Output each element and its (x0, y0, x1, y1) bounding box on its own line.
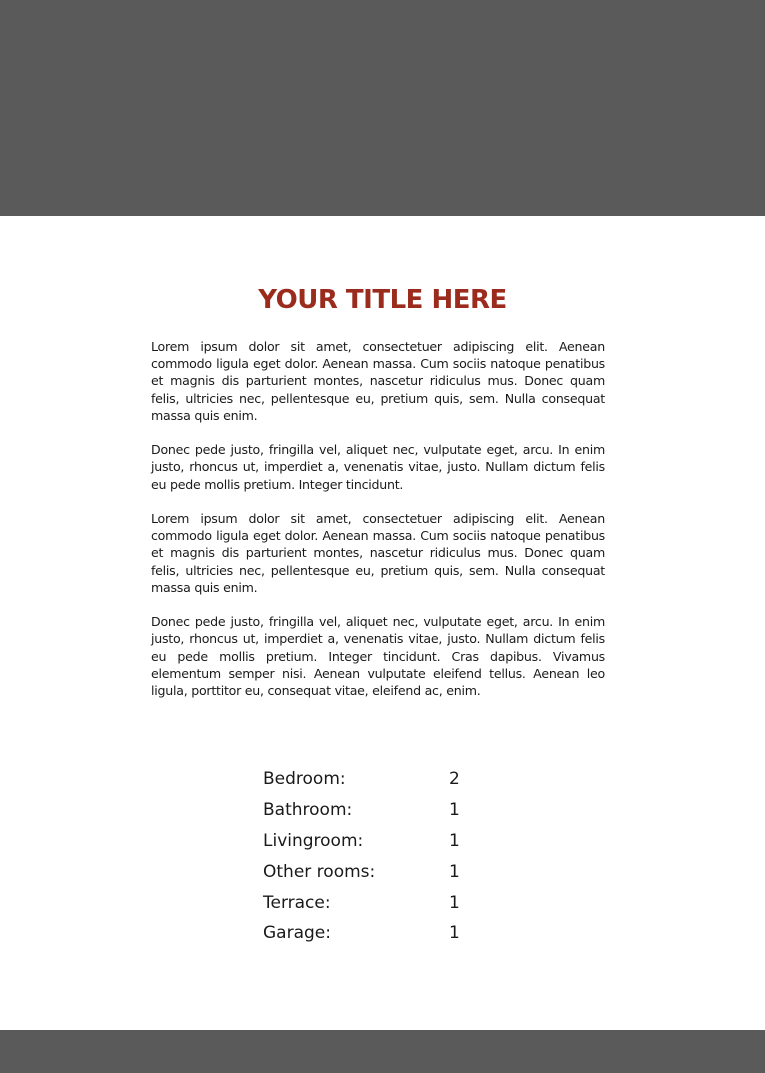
room-row-bedroom (263, 764, 523, 795)
room-row-other-rooms (263, 856, 523, 887)
paragraph: Lorem ipsum dolor sit amet, consectetuer adipiscing elit. Aenean commodo ligula eget dolor. Aenean massa. Cum sociis natoque penatibus et magnis dis parturient montes, nascetur ridiculus mus. Donec quam felis, ultricies nec, pellentesque eu, pretium quis, sem. Nulla consequat massa quis enim. (151, 339, 605, 423)
room-label: Garage: (263, 923, 331, 944)
paragraph: Donec pede justo, fringilla vel, aliquet nec, vulputate eget, arcu. In enim justo, rhoncus ut, imperdiet a, venenatis vitae, justo. Nullam dictum felis eu pede mollis pretium. Integer tincidunt. Cras dapibus. Vivamus elementum semper nisi. Aenean vulputate eleifend tellus. Aenean leo ligula, porttitor eu, consequat vitae, eleifend ac, enim. (151, 614, 605, 699)
room-value: 1 (449, 830, 460, 851)
room-label: Bedroom: (263, 769, 346, 790)
room-value: 1 (449, 861, 460, 882)
room-label: Terrace: (263, 892, 331, 913)
room-value: 1 (449, 923, 460, 944)
room-row-terrace (263, 887, 523, 918)
room-label: Other rooms: (263, 861, 376, 882)
rooms-table (263, 764, 523, 949)
room-row-bathroom (263, 795, 523, 826)
page-title: YOUR TITLE HERE (258, 285, 507, 315)
header-band (0, 0, 765, 216)
room-label: Bathroom: (263, 800, 353, 821)
room-label: Livingroom: (263, 830, 364, 851)
footer-band (0, 1030, 765, 1073)
paragraph: Donec pede justo, fringilla vel, aliquet nec, vulputate eget, arcu. In enim justo, rhoncus ut, imperdiet a, venenatis vitae, justo. Nullam dictum felis eu pede mollis pretium. Integer tincidunt. (151, 442, 605, 492)
room-value: 1 (449, 800, 460, 821)
room-row-garage (263, 918, 523, 949)
paragraph: Lorem ipsum dolor sit amet, consectetuer adipiscing elit. Aenean commodo ligula eget dolor. Aenean massa. Cum sociis natoque penatibus et magnis dis parturient montes, nascetur ridiculus mus. Donec quam felis, ultricies nec, pellentesque eu, pretium quis, sem. Nulla consequat massa quis enim. (151, 511, 605, 595)
room-row-livingroom (263, 826, 523, 857)
room-value: 1 (449, 892, 460, 913)
body-text (151, 338, 605, 716)
room-value: 2 (449, 769, 460, 790)
